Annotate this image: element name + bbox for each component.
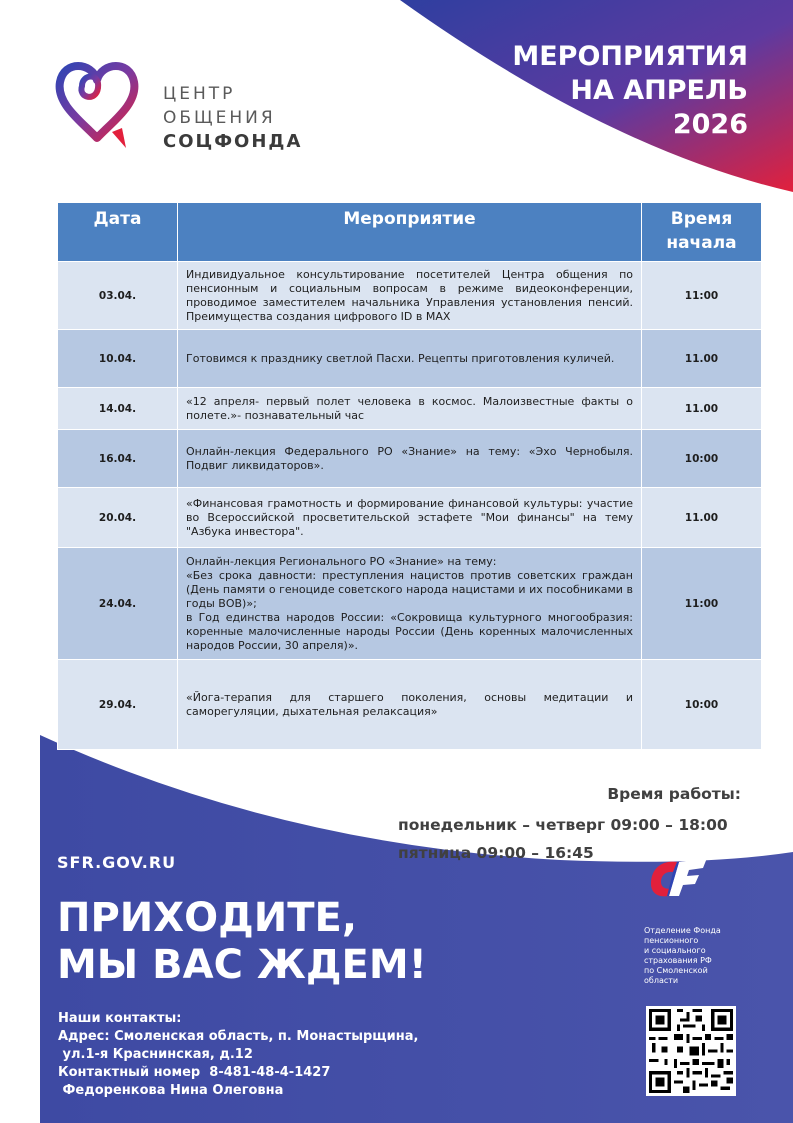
title-line1: МЕРОПРИЯТИЯ xyxy=(512,41,748,72)
sfr-caption xyxy=(644,926,739,986)
table-row xyxy=(58,548,762,660)
contacts-person: Федоренкова Нина Олеговна xyxy=(58,1083,284,1098)
event-date: 20.04. xyxy=(58,488,178,548)
contacts-address-line1: Адрес: Смоленская область, п. Монастырщина, xyxy=(58,1029,419,1044)
header-time-line2: начала xyxy=(666,233,737,253)
event-description-line: в Год единства народов России: «Сокровища культурного многообразия: коренные малочисленные народы России (День коренных малочисленных народов России, 30 апреля)». xyxy=(186,610,633,652)
event-time: 11.00 xyxy=(642,330,762,388)
table-header-row xyxy=(58,203,762,262)
event-description xyxy=(178,330,642,388)
events-table xyxy=(57,202,762,750)
contacts-block xyxy=(58,1010,418,1100)
cta-line1: ПРИХОДИТЕ, xyxy=(57,895,358,941)
event-description-line: Онлайн-лекция Регионального РО «Знание» на тему: xyxy=(186,554,497,568)
title-line3: 2026 xyxy=(672,109,748,140)
sfr-logo-icon xyxy=(643,852,713,898)
event-description-line: «Финансовая грамотность и формирование финансовой культуры: участие во Всероссийской просветительской эстафете "Мои финансы" на тему "Азбука инвестора". xyxy=(186,496,633,538)
event-time: 11.00 xyxy=(642,488,762,548)
event-description-line: Готовимся к празднику светлой Пасхи. Рецепты приготовления куличей. xyxy=(186,351,615,365)
event-description-line: Индивидуальное консультирование посетителей Центра общения по пенсионным и социальным вопросам в режиме видеоконференции, проводимое заместителем начальника Управления установления пенсий. Преимущества создания цифрового ID в MAX xyxy=(186,267,633,323)
table-row xyxy=(58,488,762,548)
table-row xyxy=(58,262,762,330)
sfr-caption-line: и социального xyxy=(644,946,706,955)
brand-name xyxy=(163,82,302,154)
hours-friday: пятница 09:00 – 16:45 xyxy=(398,844,594,862)
contacts-address-line2: ул.1-я Краснинская, д.12 xyxy=(58,1047,253,1062)
event-time: 10:00 xyxy=(642,660,762,750)
contacts-phone: Контактный номер 8-481-48-4-1427 xyxy=(58,1065,331,1080)
table-row xyxy=(58,388,762,430)
table-row xyxy=(58,430,762,488)
event-time: 11:00 xyxy=(642,548,762,660)
brand-line1: ЦЕНТР xyxy=(163,84,236,104)
event-date: 24.04. xyxy=(58,548,178,660)
event-description xyxy=(178,488,642,548)
header-time-line1: Время xyxy=(670,209,733,229)
event-description-line: «Йога-терапия для старшего поколения, основы медитации и саморегуляции, дыхательная релаксация» xyxy=(186,690,633,718)
event-description-line: «12 апреля- первый полет человека в космос. Малоизвестные факты о полете.»- познавательный час xyxy=(186,394,633,422)
heart-logo-icon xyxy=(52,52,142,152)
event-date: 29.04. xyxy=(58,660,178,750)
header-date: Дата xyxy=(58,203,178,262)
sfr-caption-line: по Смоленской xyxy=(644,966,708,975)
table-row xyxy=(58,660,762,750)
header-event: Мероприятие xyxy=(178,203,642,262)
call-to-action xyxy=(57,895,427,989)
qr-code-icon[interactable] xyxy=(646,1006,736,1096)
event-time: 10:00 xyxy=(642,430,762,488)
contacts-title: Наши контакты: xyxy=(58,1011,182,1026)
sfr-caption-line: пенсионного xyxy=(644,936,699,945)
event-description xyxy=(178,262,642,330)
page-title xyxy=(512,40,748,142)
sfr-caption-line: страхования РФ xyxy=(644,956,712,965)
title-line2: НА АПРЕЛЬ xyxy=(570,75,748,106)
cta-line2: МЫ ВАС ЖДЕМ! xyxy=(57,942,427,988)
event-date: 10.04. xyxy=(58,330,178,388)
sfr-caption-line: области xyxy=(644,976,679,985)
event-description xyxy=(178,430,642,488)
event-date: 16.04. xyxy=(58,430,178,488)
brand-line2: ОБЩЕНИЯ xyxy=(163,108,276,128)
event-description-line: «Без срока давности: преступления нацистов против советских граждан (День памяти о геноциде советского народа нацистами и их пособниками в годы ВОВ)»; xyxy=(186,568,633,610)
event-date: 03.04. xyxy=(58,262,178,330)
event-date: 14.04. xyxy=(58,388,178,430)
brand-line3: СОЦФОНДА xyxy=(163,131,303,152)
website-link[interactable]: SFR.GOV.RU xyxy=(57,853,177,872)
hours-weekdays: понедельник – четверг 09:00 – 18:00 xyxy=(398,816,728,834)
hours-title: Время работы: xyxy=(607,785,741,803)
event-time: 11:00 xyxy=(642,262,762,330)
event-time: 11.00 xyxy=(642,388,762,430)
event-description xyxy=(178,660,642,750)
sfr-caption-line: Отделение Фонда xyxy=(644,926,721,935)
header-time xyxy=(642,203,762,262)
event-description xyxy=(178,548,642,660)
event-description-line: Онлайн-лекция Федерального РО «Знание» на тему: «Эхо Чернобыля. Подвиг ликвидаторов». xyxy=(186,444,633,472)
event-description xyxy=(178,388,642,430)
table-row xyxy=(58,330,762,388)
